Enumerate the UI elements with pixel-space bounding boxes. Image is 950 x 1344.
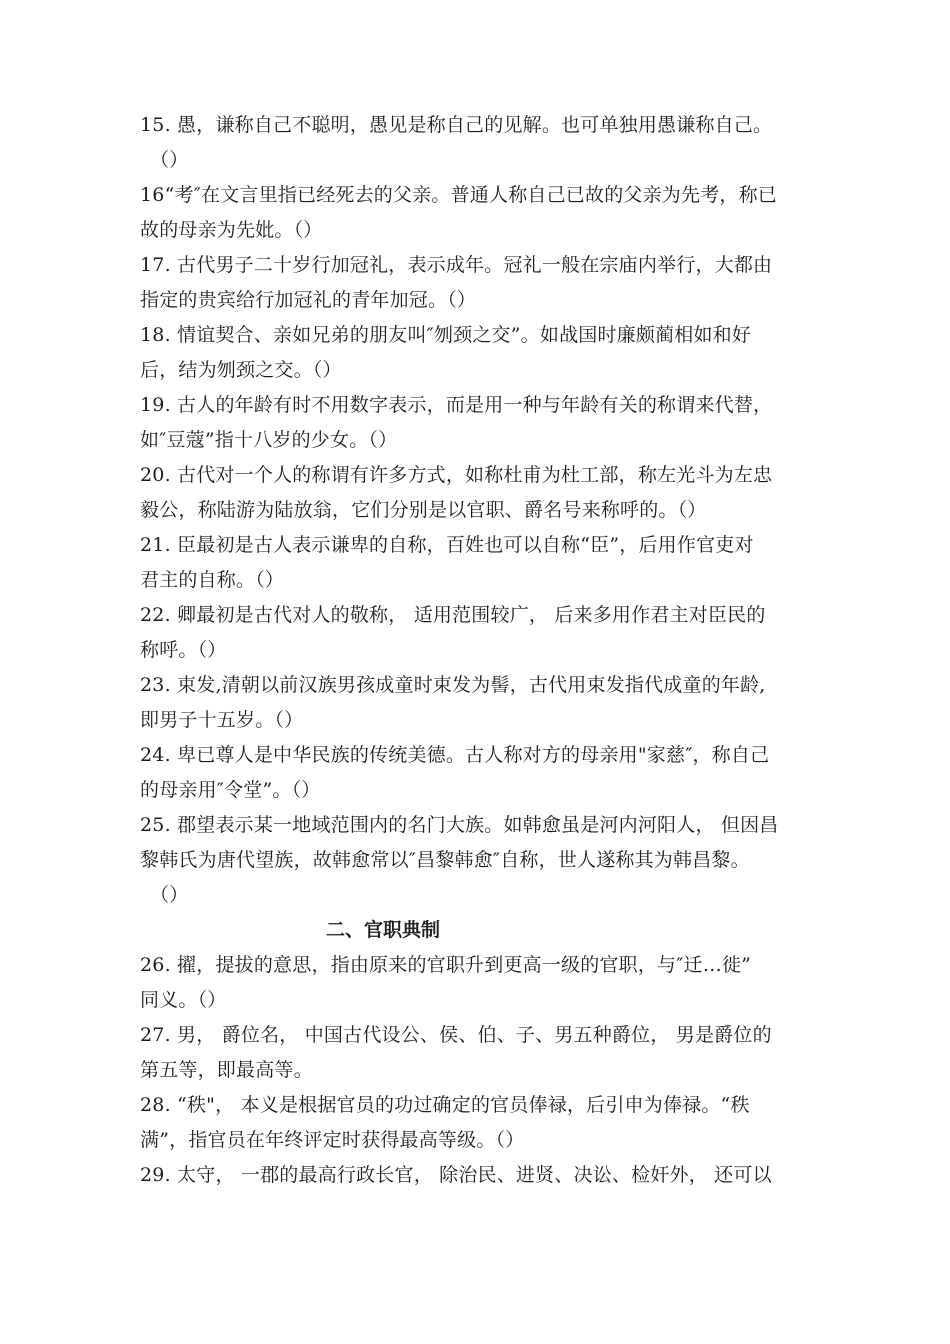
- question-15: [140, 108, 820, 178]
- question-26: [140, 948, 820, 1018]
- text-line: 28. “秩"， 本义是根据官员的功过确定的官员俸禄，后引申为俸禄。“秩: [140, 1094, 750, 1116]
- text-line: 18. 情谊契合、亲如兄弟的朋友叫″刎颈之交”。如战国时廉颇蔺相如和好: [140, 324, 752, 346]
- text-line: 故的母亲为先妣。（）: [140, 219, 323, 241]
- text-line: 29. 太守， 一郡的最高行政长官， 除治民、进贤、决讼、检奸外， 还可以: [140, 1164, 772, 1186]
- text-line: 后，结为刎颈之交。（）: [140, 359, 342, 381]
- text-line: 23. 束发,清朝以前汉族男孩成童时束发为髻，古代用束发指代成童的年龄,: [140, 674, 766, 696]
- document-body: [140, 108, 820, 1193]
- text-line: 即男子十五岁。（）: [140, 709, 304, 731]
- question-17: [140, 248, 820, 318]
- question-19: [140, 388, 820, 458]
- text-line: 15. 愚，谦称自己不聪明，愚见是称自己的见解。也可单独用愚谦称自己。: [140, 114, 773, 136]
- text-line: 君主的自称。（）: [140, 569, 285, 591]
- answer-blank: （）: [150, 149, 189, 171]
- text-line: 21. 臣最初是古人表示谦卑的自称，百姓也可以自称“臣”，后用作官吏对: [140, 534, 754, 556]
- text-line: 满”，指官员在年终评定时获得最高等级。（）: [140, 1129, 525, 1151]
- text-line: 24. 卑已尊人是中华民族的传统美德。古人称对方的母亲用"家慈″，称自己: [140, 744, 770, 766]
- text-line: 19. 古人的年龄有时不用数字表示，而是用一种与年龄有关的称谓来代替，: [140, 394, 773, 416]
- text-line: 指定的贵宾给行加冠礼的青年加冠。（）: [140, 289, 477, 311]
- question-18: [140, 318, 820, 388]
- text-line: 17. 古代男子二十岁行加冠礼，表示成年。冠礼一般在宗庙内举行，大都由: [140, 254, 773, 276]
- text-line: 25. 郡望表示某一地域范围内的名门大族。如韩愈虽是河内河阳人， 但因昌: [140, 814, 779, 836]
- text-line: 黎韩氏为唐代望族，故韩愈常以″昌黎韩愈″自称，世人遂称其为韩昌黎。: [140, 849, 750, 871]
- question-28: [140, 1088, 820, 1158]
- question-16: [140, 178, 820, 248]
- question-22: [140, 598, 820, 668]
- question-20: [140, 458, 820, 528]
- question-25: [140, 808, 820, 913]
- question-27: [140, 1018, 820, 1088]
- text-line: 同义。（）: [140, 989, 227, 1011]
- question-23: [140, 668, 820, 738]
- text-line: 称呼。（）: [140, 639, 227, 661]
- text-line: 如″豆蔻”指十八岁的少女。（）: [140, 429, 398, 451]
- text-line: 毅公，称陆游为陆放翁，它们分别是以官职、爵名号来称呼的。（）: [140, 499, 707, 521]
- question-21: [140, 528, 820, 598]
- question-29: [140, 1158, 820, 1193]
- text-line: 第五等，即最高等。: [140, 1059, 313, 1081]
- text-line: 16“考″在文言里指已经死去的父亲。普通人称自己已故的父亲为先考，称已: [140, 184, 777, 206]
- text-line: 的母亲用″令堂”。（）: [140, 779, 321, 801]
- answer-blank: （）: [150, 884, 189, 906]
- text-line: 26. 擢，提拔的意思，指由原来的官职升到更高一级的官职，与″迁…徙”: [140, 954, 752, 976]
- text-line: 20. 古代对一个人的称谓有许多方式，如称杜甫为杜工部，称左光斗为左忠: [140, 464, 773, 486]
- text-line: 27. 男， 爵位名， 中国古代设公、侯、伯、子、男五种爵位， 男是爵位的: [140, 1024, 772, 1046]
- text-line: 22. 卿最初是古代对人的敬称， 适用范围较广， 后来多用作君主对臣民的: [140, 604, 766, 626]
- question-24: [140, 738, 820, 808]
- section-heading: 二、官职典制: [326, 919, 441, 941]
